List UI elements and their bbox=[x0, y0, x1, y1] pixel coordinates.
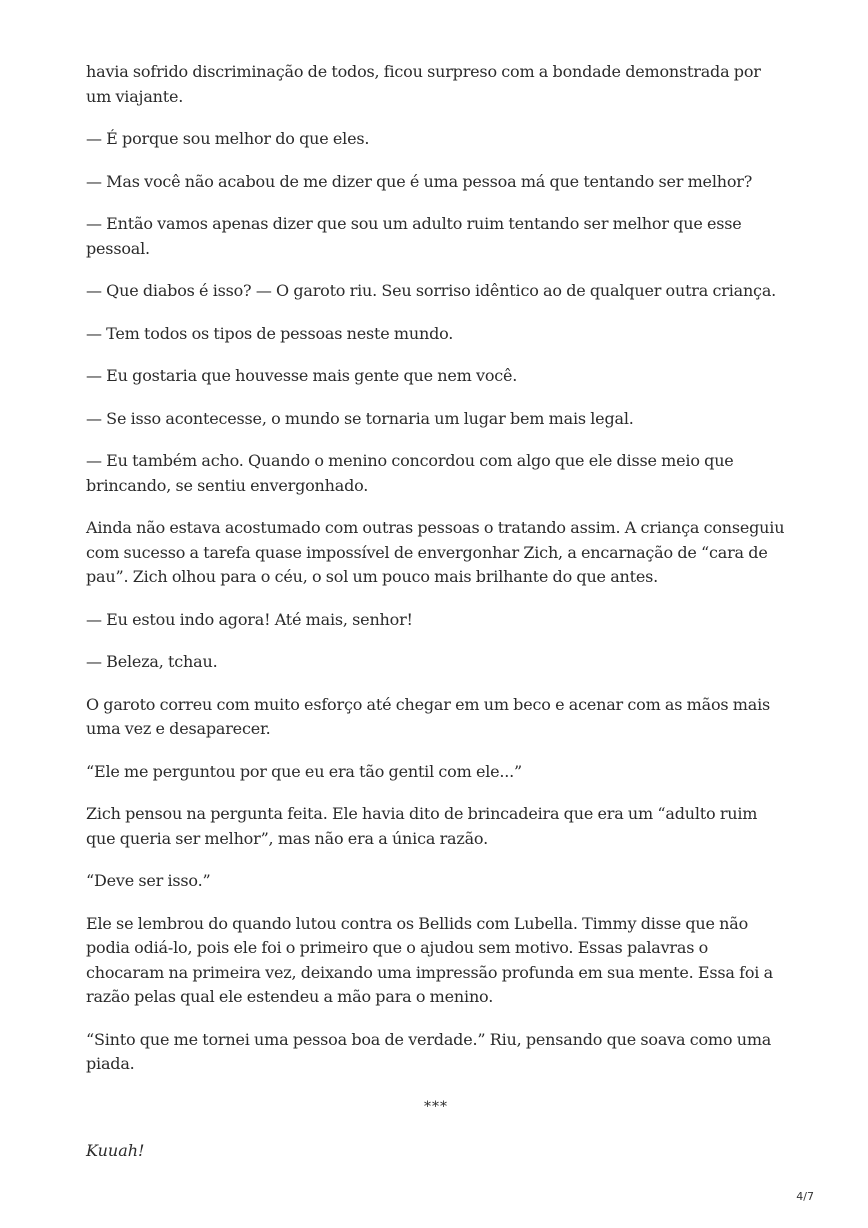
dialogue-line: — Beleza, tchau. bbox=[86, 652, 218, 671]
paragraph: “Sinto que me tornei uma pessoa boa de verdade.” Riu, pensando que soava como uma piada. bbox=[86, 1029, 772, 1073]
dialogue-line: — Tem todos os tipos de pessoas neste mundo. bbox=[86, 323, 454, 343]
dialogue-line: — É porque sou melhor do que eles. bbox=[86, 129, 370, 148]
document-page bbox=[86, 60, 786, 1163]
dialogue-line: — Se isso acontecesse, o mundo se tornaria um lugar bem mais legal. bbox=[86, 408, 634, 428]
dialogue-line: — Mas você não acabou de me dizer que é uma pessoa má que tentando ser melhor? bbox=[86, 171, 753, 191]
page-number: 4/7 bbox=[796, 1190, 814, 1203]
thought-line: “Ele me perguntou por que eu era tão gentil com ele...” bbox=[86, 761, 523, 781]
dialogue-line: — Eu gostaria que houvesse mais gente que nem você. bbox=[86, 366, 518, 385]
paragraph: havia sofrido discriminação de todos, ficou surpreso com a bondade demonstrada por um viajante. bbox=[86, 62, 761, 106]
thought-line: “Deve ser isso.” bbox=[86, 871, 211, 890]
scene-divider: *** bbox=[424, 1098, 448, 1115]
dialogue-line: — Então vamos apenas dizer que sou um adulto ruim tentando ser melhor que esse pessoal. bbox=[86, 214, 742, 258]
paragraph: Ele se lembrou do quando lutou contra os Bellids com Lubella. Timmy disse que não podia odiá-lo, pois ele foi o primeiro que o ajudou sem motivo. Essas palavras o chocaram na primeira vez, deixando uma impressão profunda em sua mente. Essa foi a razão pelas qual ele estendeu a mão para o menino. bbox=[86, 913, 773, 1006]
dialogue-line: — Eu estou indo agora! Até mais, senhor! bbox=[86, 609, 413, 629]
paragraph: Zich pensou na pergunta feita. Ele havia dito de brincadeira que era um “adulto ruim que queria ser melhor”, mas não era a única razão. bbox=[86, 804, 758, 848]
dialogue-line: — Eu também acho. Quando o menino concordou com algo que ele disse meio que brincando, se sentiu envergonhado. bbox=[86, 451, 734, 495]
paragraph: O garoto correu com muito esforço até chegar em um beco e acenar com as mãos mais uma vez e desaparecer. bbox=[86, 694, 771, 738]
dialogue-line: — Que diabos é isso? — O garoto riu. Seu sorriso idêntico ao de qualquer outra criança. bbox=[86, 281, 777, 300]
paragraph: Ainda não estava acostumado com outras pessoas o tratando assim. A criança conseguiu com sucesso a tarefa quase impossível de envergonhar Zich, a encarnação de “cara de pau”. Zich olhou para o céu, o sol um pouco mais brilhante do que antes. bbox=[86, 518, 785, 586]
closing-line: Kuuah! bbox=[86, 1140, 145, 1160]
